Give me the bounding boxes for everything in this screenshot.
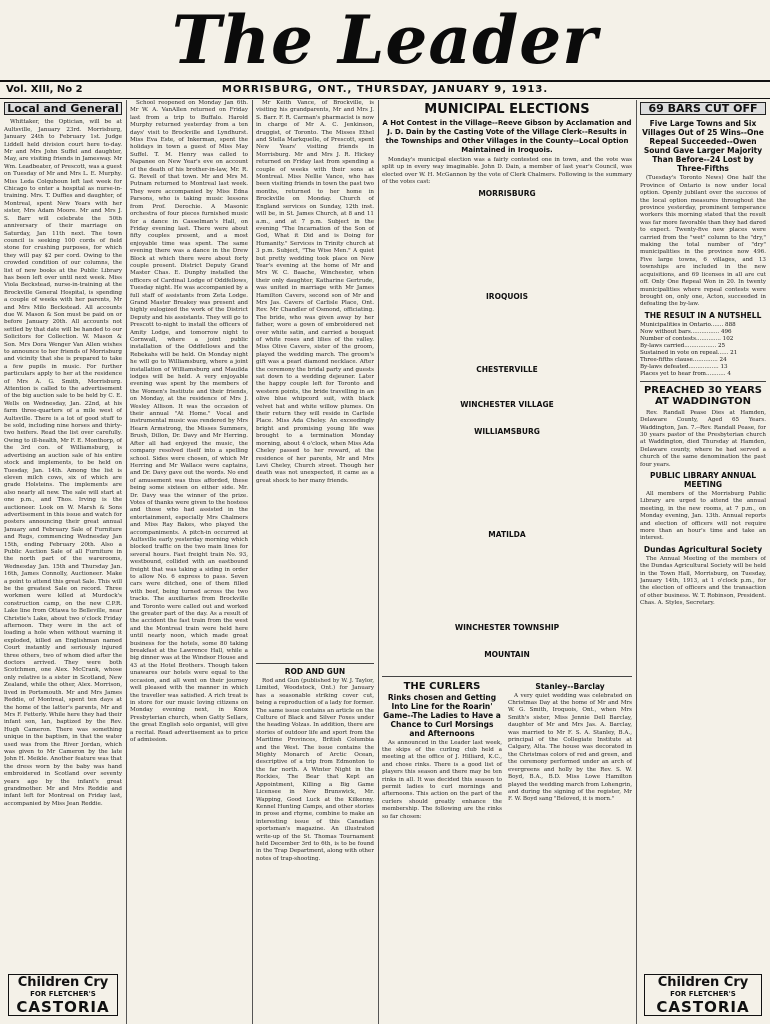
waddington-heading: PREACHED 30 YEARS AT WADDINGTON xyxy=(643,384,763,407)
municipal-heading: MUNICIPAL ELECTIONS xyxy=(424,102,590,117)
column-6 xyxy=(640,100,766,1024)
column-2-body: School reopened on Monday Jan 6th. Mr W. A. VanAllen returned on Friday last from a trip to Buffalo. Harold Murphy returned yesterday from a ten days' visit to Brockville and Lyndhurst. Miss Eva Este, of Inkerman, spent the holidays in town a guest of Miss May Suffel. T. M. Henry was called to Napanee on New Year's eve on account of the death of his brother-in-law, Mr. R. G. Revell of that town. Mr and Mrs M. Putnam returned to Montreal last week. They were accompanied by Miss Edna Parsons, who is taking music lessons from Prof. Derochie. A Masonic orchestra of four pieces furnished music for a dance in Casselman's Hall, on Friday evening last. There were about fifty couples present, and a most enjoyable time was spent. The same evening there was a dance in the Drew Block at which there were about forty couple present. District Deputy Grand Master Chas. E. Dunphy installed the officers of Cardinal Lodge of Oddfellows, Tuesday night. He was accompanied by a full staff of assistants from Zeta Lodge. Grand Master Breakey was present and highly eulogized the work of the District Deputy and his assistants. They will go to Prescott to-night to install the officers of Amity Lodge, and tomorrow night to Cornwall, where a joint public installation of the Oddfellows and the Rebekahs will be held. On Monday night he will go to Williamsburg, where a joint installation of Williamsburg and Mauilda lodges will be held. A very enjoyable evening was spent by the members of the Women's Institute and their friends, on Monday, at the residence of Mrs J. Wesley Allison. It was the occasion of their annual "At Home." Vocal and instrumental music was rendered by Mrs Hearn Armstrong, the Misses Summers, Brush, Dillon, Dr. Davy and Mr Herring. After all had enjoyed the music, the company resolved itself into a spelling school. Sides were chosen, of which Mr Herring and Mr Wallace were captains, and Dr. Davy gave out the words. No end of amusement was thus afforded, these being some sixteen on either side. Mr. Dr. Davy was the winner of the prize. Votes of thanks were given to the hostess and those who had assisted in the entertainment, especially Mrs Chalmers and Miss Ray Bakes, who played the accompaniments. A pitch-in occurred at Aultsville early yesterday morning which blocked traffic on the two main lines for several hours. Fast freight train No. 93, westbound, collided with an eastbound freight that was taking a siding in order to allow No. 6 express to pass. Seven cars were ditched, one of them filled with beef, being turned across the two tracks. The auxiliaries from Brockville and Toronto were called out and worked the greater part of the day. As a result of the accident the fast train from the west and the Montreal train were held here until nearly noon, which made great business for the hotels, some 80 taking breakfast at the Lawrence Hall, while a big dinner was at the Windsor House and 43 at the Hotel Brothers. Though taken unawares our hotels were equal to the occasion, and all went on their journey well pleased with the manner in which the traveller was satisfied. A rich treat is in store for our music loving citizens on Monday evening next, in Knox Presbyterian church, when Gatty Sellars, the great English solo organist, will give a recital. Read advertisement as to price of admission. xyxy=(130,100,248,743)
column-2 xyxy=(130,100,248,1024)
municipal-subhead: A Hot Contest in the Village--Reeve Gibson by Acclamation and J. D. Dain by the Casting Vote of the Village Clerk--Results in the Townships and Other Villages in the County--Local Option Maintained in Iroquois. xyxy=(382,119,632,154)
nutshell-item: By-laws defeated................. 13 xyxy=(640,363,728,370)
curlers-article xyxy=(382,680,502,823)
wedding-article xyxy=(508,680,632,806)
williamsburg-results-table xyxy=(382,438,632,528)
agri-heading: Dundas Agricultural Society xyxy=(643,544,763,554)
dateline-bar xyxy=(0,80,770,99)
winchester-results-table xyxy=(382,411,632,425)
nutshell-item: Sustained in vote on repeal...... 21 xyxy=(640,349,738,356)
column-rule xyxy=(636,100,637,1024)
bars-heading: 69 BARS CUT OFF xyxy=(640,102,766,115)
column-rule xyxy=(252,100,253,1024)
column-rule xyxy=(126,100,127,1024)
library-heading: PUBLIC LIBRARY ANNUAL MEETING xyxy=(649,470,757,489)
divider xyxy=(640,381,766,382)
ad-left-line2: FOR FLETCHER'S xyxy=(30,990,96,998)
ad-left-line1: Children Cry xyxy=(17,975,109,990)
winchester-heading: WINCHESTER VILLAGE xyxy=(460,399,554,409)
divider xyxy=(382,676,632,677)
nutshell-item: Municipalities in Ontario....... 888 xyxy=(640,321,736,328)
iroquois-results-table xyxy=(382,303,632,363)
library-body: All members of the Morrisburg Public Library are urged to attend the annual meeting, in the new rooms, at 7 p.m., on Monday evening, Jan. 13th. Annual reports and election of officers will not require more than an hour's time and take an interest. xyxy=(640,490,766,542)
column-local-general xyxy=(4,100,122,1024)
ad-right-line1: Children Cry xyxy=(657,975,749,990)
curlers-body: As announced in the Leader last week, the skips of the curling club held a meeting at the office of J. Hilliard, K.C., and chose rinks. There is a good list of players this season and there may be ten rinks in all. It was decided this season to permit ladies to curl mornings and afternoons. This action on the part of the curlers should greatly enhance the membership. The following are the rinks so far chosen: xyxy=(382,739,502,820)
municipal-intro: Monday's municipal election was a fairly contested one in town, and the vote was split up in every way imaginable. John D. Dain, a member of last year's Council, was elected over W. H. McGannon by the vote of Clerk Chalmers. Following is the summary of the votes cast: xyxy=(382,157,632,186)
castoria-ad-left xyxy=(8,974,118,1016)
mountain-table xyxy=(382,661,632,673)
newspaper-title: The Leader xyxy=(171,1,599,79)
issue-date: MORRISBURG, ONT., THURSDAY, JANUARY 9, 1913. xyxy=(221,84,549,95)
agri-body: The Annual Meeting of the members of the Dundas Agricultural Society will be held in the Town Hall, Morrisburg, on Tuesday, January 14th, 1913, at 1 o'clock p.m., for the election of officers and the transaction of other business. W. T. Robinson, President. Chas. A. Styles, Secretary. xyxy=(640,555,766,607)
nutshell-item: By-laws carried.................. 25 xyxy=(640,342,726,349)
rod-gun-heading: ROD AND GUN xyxy=(284,667,346,676)
bars-body: (Tuesday's Toronto News) One half the Province of Ontario is now under local option. Openly jubilant over the success of the local option measures throughout the province yesterday, prominent temperance workers this morning stated that the result was far more favorable than they had dared to expect. Twenty-five new places were carried from the "wet" column to the "dry," making the total number of "dry" municipalities in the province now 496. Five large towns, 6 villages, and 13 townships are included in the new acquisitions, and 69 licenses in all are cut off. Only One Repeal Won in 20. In twenty municipalities where repeal contests were brought on, only one, Acton, succeeded in defeating the by-law. xyxy=(640,175,766,308)
matilda-results-table xyxy=(382,541,632,621)
volume-number: Vol. XIII, No 2 xyxy=(6,84,83,95)
rod-gun-body: Rod and Gun (published by W. J. Taylor, Limited, Woodstock, Ont.) for January has a seasonable striking cover cut, being a reproduction of a lady for former. The same issue contains an article on the Culture of Black and Silver Foxes under the heading Volzas. In addition, there are stories of outdoor life and sport from the Maritime Provinces, British Columbia and the West. The issue contains the Mighty Monarch of Arctic Ocean, descriptive of a trip from Edmonton to the far north. A Winter Night in the Rockies, The Bear that Kept an Appointment, Killing a Big Game Licensee in New Brunswick, Mr. Wapping, Good Luck at the Kilkenny. Kennel Hunting Camps, and other stories in prose and rhyme, combine to make an interesting issue of this Canadian sportsman's magazine. An illustrated write-up of the St. Thomas Tournament held December 3rd to 6th, is to be found in the Trap Department, along with other notes of trap-shooting. xyxy=(256,678,374,862)
ad-left-line3: CASTORIA xyxy=(16,998,110,1016)
castoria-ad-right xyxy=(644,974,762,1016)
iroquois-heading: IROQUOIS xyxy=(486,291,528,301)
column-rule xyxy=(378,100,379,1024)
divider xyxy=(256,663,374,664)
curlers-subhead: Rinks chosen and Getting Into Line for the Roarin' Game--The Ladies to Have a Chance to Curl Morsings and Afternoons xyxy=(383,692,501,738)
local-general-heading: Local and General xyxy=(4,102,122,115)
winchester-twp-table xyxy=(382,634,632,648)
chesterville-heading: CHESTERVILLE xyxy=(476,364,538,374)
column-3-body: Mr Keith Vance, of Brockville, is visiting his grandparents, Mr and Mrs J. S. Barr. F. R. Carman's pharmacist is now in charge of Mr A. C. Jenkinson, druggist, of Toronto. The Misses Ethel and Stella Markquelle, of Prescott, spent New Years' visiting friends in Morrisburg. Mr and Mrs J. R. Hickey returned on Friday last from spending a couple of weeks with their sons at Montreal. Miss Nellie Vance, who has been visiting friends in town the past two months, returned to her home in Brockville on Monday. Church of England services on Sunday, 12th inst. will be, in St. James Church, at 8 and 11 a.m., and at 7 p.m. Subject in the evening "The Incarnation of the Son of God, What it Did and is Doing for Humanity." Services in Trinity church at 3 p.m. Subject, "The Wise Men." A quiet but pretty wedding took place on New Year's evening at the home of Mr and Mrs W. C. Baache, Winchester, when their only daughter, Katharine Gertrude, was united in marriage with Mr James Hamilton Cavers, second son of Mr and Mrs Jas. Cavers of Carlisle Place, Ont. Rev. Mr Chandler of Osmond, officiating. The bride, who was given away by her father, wore a gown of embroidered net over white satin, and carried a bouquet of white roses and lilies of the valley. Miss Olive Cavers, sister of the groom, played the wedding march. The groom's gift was a pearl diamond necklace. After the ceremony the bridal party and guests sat down to a wedding dejeuner. Later the happy couple left for Toronto and western points, the bride travelling in an olive blue whipcord suit, with black velvet hat and white willow plumes. On their return they will reside in Carlisle Place. Miss Ada Cheley. An exceedingly bright and promising young life was brought to a termination Monday morning, about 4 o'clock, when Miss Ada Cheley passed to her reward, at the residence of her parents, Mr and Mrs Levi Cheley, Church street. Though her death was not unexpected, it came as a great shock to her many friends. xyxy=(256,100,374,484)
columns xyxy=(0,100,770,1024)
curlers-heading: THE CURLERS xyxy=(403,680,481,692)
morrisburg-heading: MORRISBURG xyxy=(478,188,536,198)
matilda-heading: MATILDA xyxy=(488,529,526,539)
nutshell-item: Three-fifths clause.............. 24 xyxy=(640,356,727,363)
waddington-body: Rev. Randall Pease Dies at Hamden, Delaware County, Aged 65 Years. Waddington, Jan. 7.--Rev. Randall Pease, for 30 years pastor of the Presbyterian church at Waddington, died Thursday at Hamden, Delaware county, where he had served a church of the same denomination the past four years. xyxy=(640,409,766,468)
winchester-twp-heading: WINCHESTER TOWNSHIP xyxy=(454,622,560,632)
wedding-heading: Stanley--Barclay xyxy=(535,681,605,691)
nutshell-item: Number of contests.............. 102 xyxy=(640,335,734,342)
bars-subhead: Five Large Towns and Six Villages Out of 25 Wins--One Repeal Succeeded--Owen Sound Gave Larger Majority Than Before--24 Lost by Three-Fifths xyxy=(642,119,764,174)
column-3 xyxy=(256,100,374,1024)
nutshell-list xyxy=(640,322,766,378)
masthead xyxy=(0,0,770,80)
wedding-body: A very quiet wedding was celebrated on Christmas Day at the home of Mr and Mrs W. G. Smith, Iroquois, Ont., when Mrs Smith's sister, Miss Jennie Dell Barclay, daughter of Mr and Mrs Jas. A. Barclay, was married to Mr F. S. A. Stanley, B.A., principal of the Collegiate Institute at Calgary, Alta. The house was decorated in the Christmas colors of red and green, and the ceremony performed under an arch of evergreens and holly by the Rev. S. W. Boyd, B.A., B.D. Miss Lowe Hamilton played the wedding march from Lohengrin, and during the signing of the register, Mr F. W. Boyd sang "Beloved, it is morn." xyxy=(508,692,632,803)
ad-right-line3: CASTORIA xyxy=(656,998,750,1016)
local-general-body: Whittaker, the Optician, will be at Aultsville, January 23rd. Morrisburg, January 24th to February 1st. Judge Liddell held division court here to-day. Mr and Mrs John Suffel and daughter, May, are visiting friends in Jamesway. Mr Wm. Leadbeater, of Prescott, was a guest on Tuesday of Mr and Mrs L. E. Murphy. Miss Leda Colquhoun left last week for Chicago to enter a hospital as nurse-in-training. Mrs. T. Duffies and daughter, of Montreal, spent New Years with her sister, Mrs Adam Moore. Mr and Mrs J. S. Barr will celebrate the 50th anniversary of their marriage on Saturday, Jan 11th next. The town council is seeking 100 cords of field stone for crushing purposes, for which they will pay $2 per cord. Owing to the crowded condition of our columns, the list of new books at the Public Library has been left over until next week. Miss Viola Beckstead, nurse-in-training at the Brockville General Hospital, is spending a couple of weeks with her parents, Mr and Mrs Milo Beckstead. All accounts due W. Mason & Son must be paid on or before January 20th. All accounts not settled by that date will be handed to our Solicitors for Collection. W. Mason & Son. Mrs Dora Wenger Van Allen wishes to announce to her friends of Morrisburg and vicinity that she is prepared to take a few pupils in music. For further particulars apply to her at the residence of Mrs A. G. Smith, Morrisburg. Attention is called to the advertisement of the big auction sale to be held by C. E. Wells on Wednesday, Jan. 22nd, at his farm three-quarters of a mile west of Aultsville. There is a lot of good stuff to be sold, including nine horses and thirty-two heifers. Read the list over carefully. Owing to ill-health, Mr F. E. Monthorp, of the 3rd con. of Williamsburg, is advertising an auction sale of his entire stock and implements, to be held on Tuesday, Jan. 14th. Among the list is eleven milch cows, six of which are grade Holsteins. The implements are also nearly all new. The sale will start at one p.m., and Thos. Irving is the auctioneer. Look on W. Marsh & Sons advertisement in this issue and watch for posters announcing their great annual January and February Sale of Furniture and Rugs, commencing Wednesday Jan 15th, ending February 20th. Also a Public Auction Sale of all Furniture in the north part of the warerooms, Wednesday Jan. 15th and Thursday Jan. 16th, James Connolly, Auctioneer. Make a point to attend this great Sale. This will be the greatest Sale on record. Three workmen were killed at Murdock's construction camp, on the new C.P.R. Lake line from Ottawa to Belleville, near Christie's Lake, about two o'clock Friday afternoon. They were in the act of loading a hole when without warning it exploded, killed an Englishman named Court instantly and seriously injured three others, two of whom died after the doctors arrived. They were both Scotchmen, one Alex. McCrank, whose only relative is a sister in Scotland, New Zealand, while the other, Alex. Morrison, lived in Portsmouth. Mr and Mrs James Reddie, of Montreal, spent ten days at the home of the latter's parents, Mr and Mrs F. Fetterly. While here they had their infant son, Ian, baptized by the Rev. Hugh Cameron. There was something unique in the baptism, in that the water used was from the River Jordan, which was given to Mr Cameron by the late John H. Meikle. Another feature was that the dress worn by the baby was hand embroidered in Scotland over seventy years ago by the infant's great grandmother. Mr and Mrs Reddie and infant left for Montreal on Friday last, accompanied by Miss Jean Reddie. xyxy=(4,119,122,807)
column-municipal-elections xyxy=(382,100,632,1024)
morrisburg-results-table xyxy=(382,200,632,290)
williamsburg-heading: WILLIAMSBURG xyxy=(474,426,540,436)
ad-right-line2: FOR FLETCHER'S xyxy=(670,990,736,998)
chesterville-results-table xyxy=(382,376,632,398)
nutshell-item: Places yet to hear from........... 4 xyxy=(640,370,731,377)
nutshell-item: Now without bars................ 496 xyxy=(640,328,732,335)
mountain-heading: MOUNTAIN xyxy=(484,649,530,659)
nutshell-heading: THE RESULT IN A NUTSHELL xyxy=(644,310,762,320)
